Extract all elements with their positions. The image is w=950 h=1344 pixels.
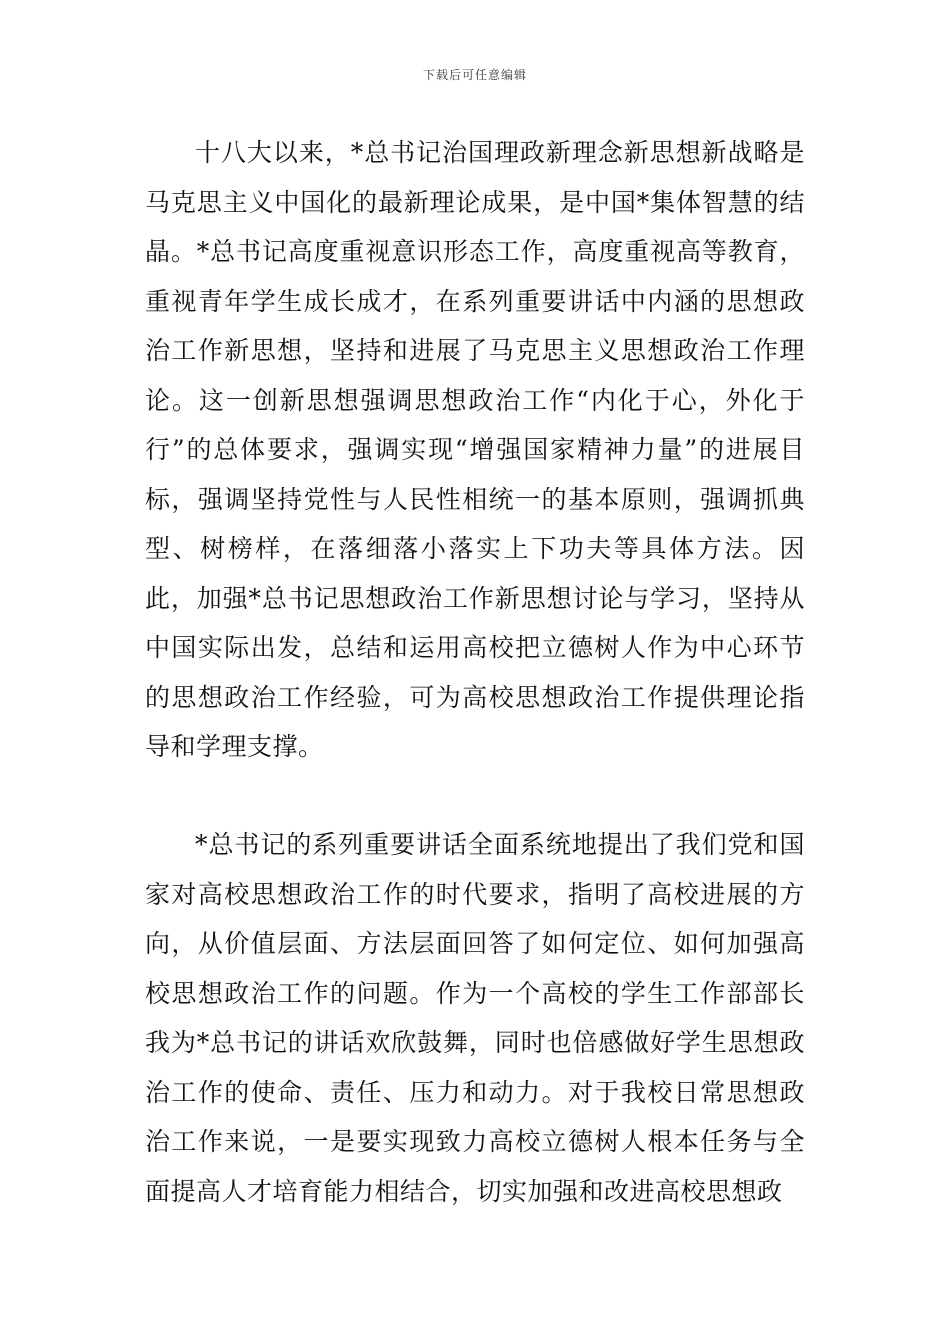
paragraph-2: *总书记的系列重要讲话全面系统地提出了我们党和国家对高校思想政治工作的时代要求，指明了高校进展的方向，从价值层面、方法层面回答了如何定位、如何加强高校思想政治工作的问题。作为一个高校的学生工作部部长我为*总书记的讲话欢欣鼓舞，同时也倍感做好学生思想政治工作的使命、责任、压力和动力。对于我校日常思想政治工作来说，一是要实现致力高校立德树人根本任务与全面提高人才培育能力相结合，切实加强和改进高校思想政: [145, 830, 805, 1206]
header-note: 下载后可任意编辑: [422, 68, 527, 82]
paragraph-1: 十八大以来，*总书记治国理政新理念新思想新战略是马克思主义中国化的最新理论成果，是中国*集体智慧的结晶。*总书记高度重视意识形态工作，高度重视高等教育，重视青年学生成长成才，在系列重要讲话中内涵的思想政治工作新思想，坚持和进展了马克思主义思想政治工作理论。这一创新思想强调思想政治工作“内化于心，外化于行”的总体要求，强调实现“增强国家精神力量”的进展目标，强调坚持党性与人民性相统一的基本原则，强调抓典型、树榜样，在落细落小落实上下功夫等具体方法。因此，加强*总书记思想政治工作新思想讨论与学习，坚持从中国实际出发，总结和运用高校把立德树人作为中心环节的思想政治工作经验，可为高校思想政治工作提供理论指导和学理支撑。: [145, 138, 805, 761]
